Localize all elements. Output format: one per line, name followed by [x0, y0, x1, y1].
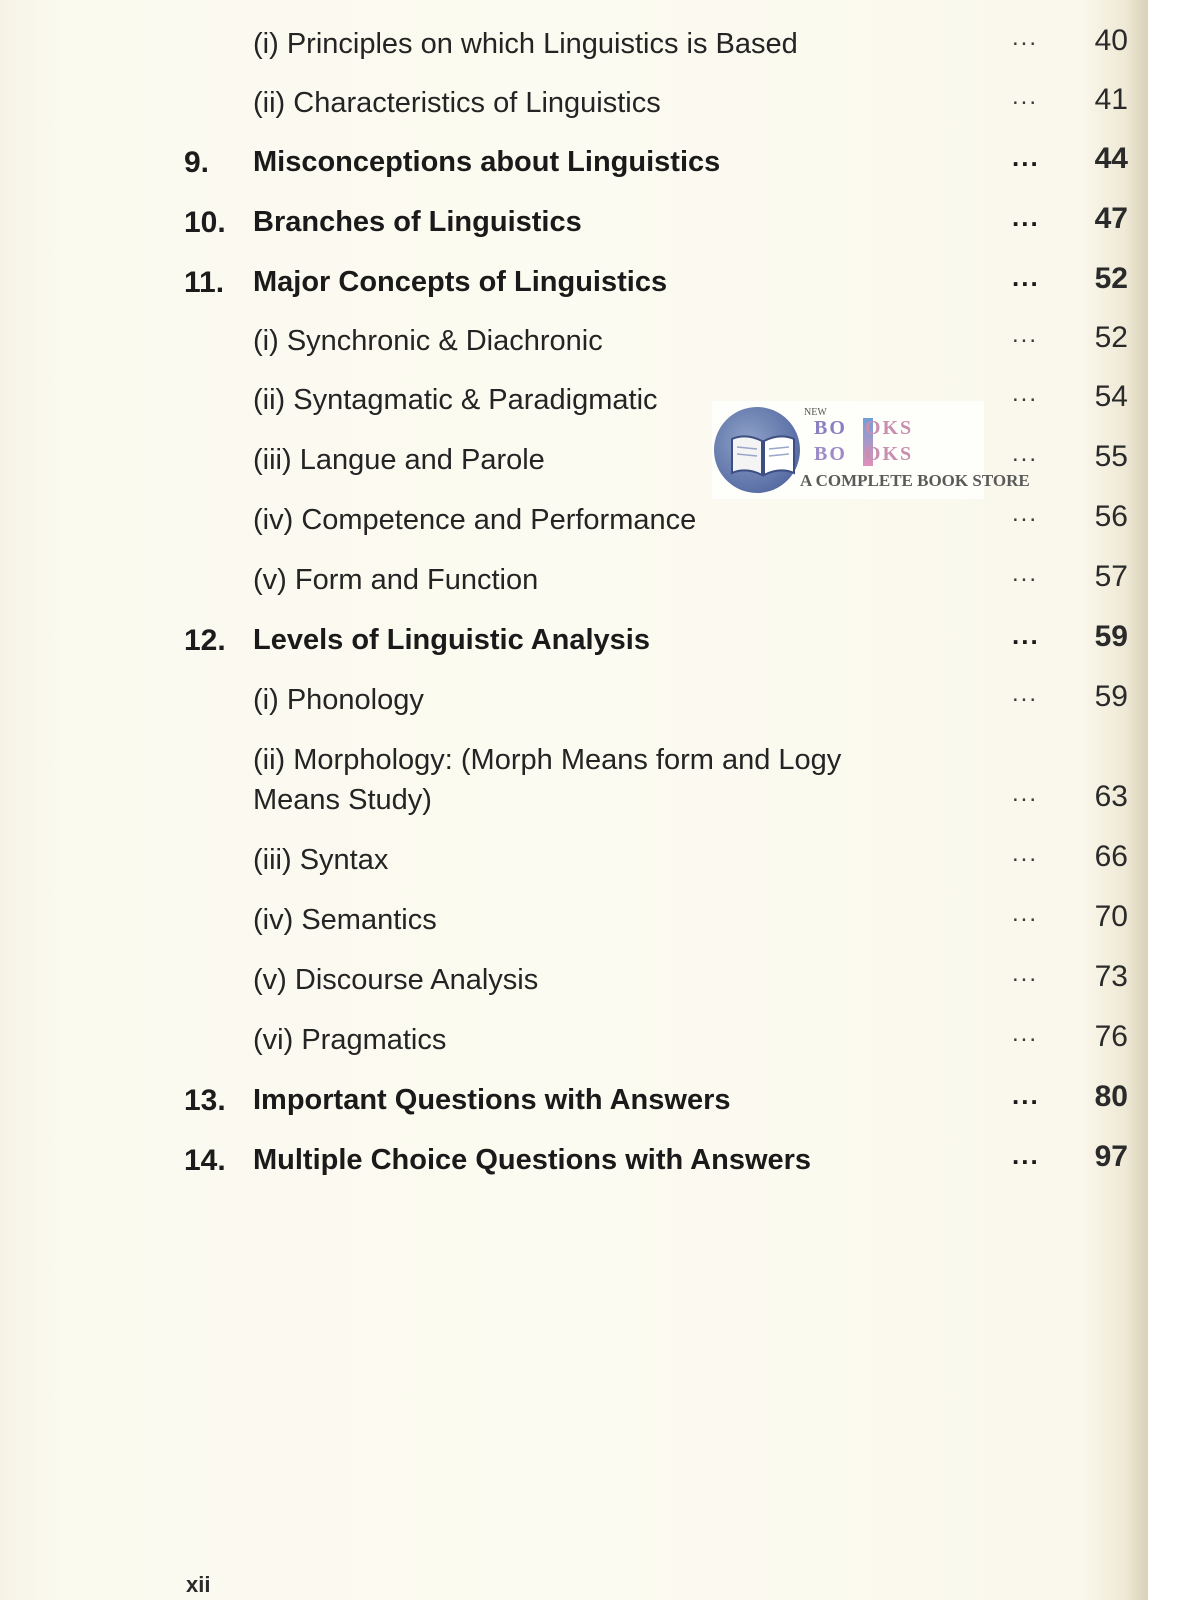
page-number: 59	[1094, 620, 1128, 653]
entry-title: (ii) Syntagmatic & Paradigmatic	[253, 384, 658, 416]
entry-title: (iii) Langue and Parole	[253, 444, 545, 476]
chapter-title: Major Concepts of Linguistics	[253, 266, 668, 298]
page-number: 73	[1094, 960, 1128, 993]
leader-dots: ...	[1012, 680, 1039, 707]
chapter-title: Multiple Choice Questions with Answers	[253, 1144, 812, 1176]
entry-title: (iii) Syntax	[253, 844, 389, 876]
page-number: 47	[1094, 202, 1128, 235]
page-number: 52	[1094, 321, 1128, 354]
logo-tagline: A COMPLETE BOOK STORE	[800, 471, 1030, 490]
logo-wordmark-line2	[814, 443, 913, 466]
entry-title: (v) Discourse Analysis	[253, 964, 539, 996]
chapter-number: 11.	[184, 266, 225, 299]
page-number: 55	[1094, 440, 1128, 473]
logo-word-part: BO	[814, 417, 847, 439]
bookstore-watermark-logo	[712, 401, 1030, 499]
leader-dots: ...	[1012, 620, 1040, 650]
leader-dots: ...	[1012, 83, 1039, 110]
leader-dots: ...	[1012, 1080, 1040, 1110]
leader-dots: ...	[1012, 440, 1039, 467]
leader-dots: ...	[1012, 900, 1039, 927]
chapter-title: Branches of Linguistics	[253, 206, 582, 238]
page-number: 97	[1094, 1140, 1128, 1173]
page-number: 40	[1094, 24, 1128, 57]
page-number: 66	[1094, 840, 1128, 873]
leader-dots: ...	[1012, 321, 1039, 348]
entry-title: (i) Phonology	[253, 684, 424, 716]
leader-dots: ...	[1012, 24, 1039, 51]
chapter-number: 14.	[184, 1144, 226, 1177]
page-number: 57	[1094, 560, 1128, 593]
entry-title: (ii) Morphology: (Morph Means form and Logy	[253, 744, 842, 776]
logo-word-part: OKS	[864, 417, 914, 439]
leader-dots: ...	[1012, 960, 1039, 987]
leader-dots: ...	[1012, 1140, 1040, 1170]
page-margin-edge	[1148, 0, 1200, 1600]
leader-dots: ...	[1012, 500, 1039, 527]
page-number: 80	[1094, 1080, 1128, 1113]
leader-dots: ...	[1012, 1020, 1039, 1047]
leader-dots: ...	[1012, 262, 1040, 292]
page-number: 52	[1094, 262, 1128, 295]
leader-dots: ...	[1012, 202, 1040, 232]
open-book-icon	[728, 429, 798, 479]
page-number: 76	[1094, 1020, 1128, 1053]
chapter-title: Misconceptions about Linguistics	[253, 146, 721, 178]
entry-title: (i) Principles on which Linguistics is Based	[253, 28, 798, 60]
chapter-number: 9.	[184, 146, 210, 179]
leader-dots: ...	[1012, 380, 1039, 407]
logo-word-part: OKS	[864, 443, 914, 465]
book-emblem-icon	[714, 407, 800, 493]
entry-title: (v) Form and Function	[253, 564, 539, 596]
page-number: 63	[1094, 780, 1128, 813]
page-number: 54	[1094, 380, 1128, 413]
page-number: 41	[1094, 83, 1128, 116]
chapter-title: Important Questions with Answers	[253, 1084, 731, 1116]
page-folio: xii	[186, 1572, 211, 1597]
page-number: 70	[1094, 900, 1128, 933]
chapter-number: 10.	[184, 206, 226, 239]
chapter-number: 13.	[184, 1084, 226, 1117]
leader-dots: ...	[1012, 840, 1039, 867]
logo-new-label: NEW	[804, 407, 827, 418]
entry-title-continuation: Means Study)	[253, 784, 432, 816]
entry-title: (i) Synchronic & Diachronic	[253, 325, 603, 357]
leader-dots: ...	[1012, 780, 1039, 807]
entry-title: (iv) Competence and Performance	[253, 504, 697, 536]
logo-wordmark-line1	[814, 417, 913, 440]
page-number: 44	[1094, 142, 1128, 175]
chapter-number: 12.	[184, 624, 226, 657]
entry-title: (ii) Characteristics of Linguistics	[253, 87, 661, 119]
leader-dots: ...	[1012, 142, 1040, 172]
entry-title: (iv) Semantics	[253, 904, 437, 936]
chapter-title: Levels of Linguistic Analysis	[253, 624, 650, 656]
page-number: 56	[1094, 500, 1128, 533]
page-number: 59	[1094, 680, 1128, 713]
leader-dots: ...	[1012, 560, 1039, 587]
entry-title: (vi) Pragmatics	[253, 1024, 447, 1056]
logo-word-part: BO	[814, 443, 847, 465]
